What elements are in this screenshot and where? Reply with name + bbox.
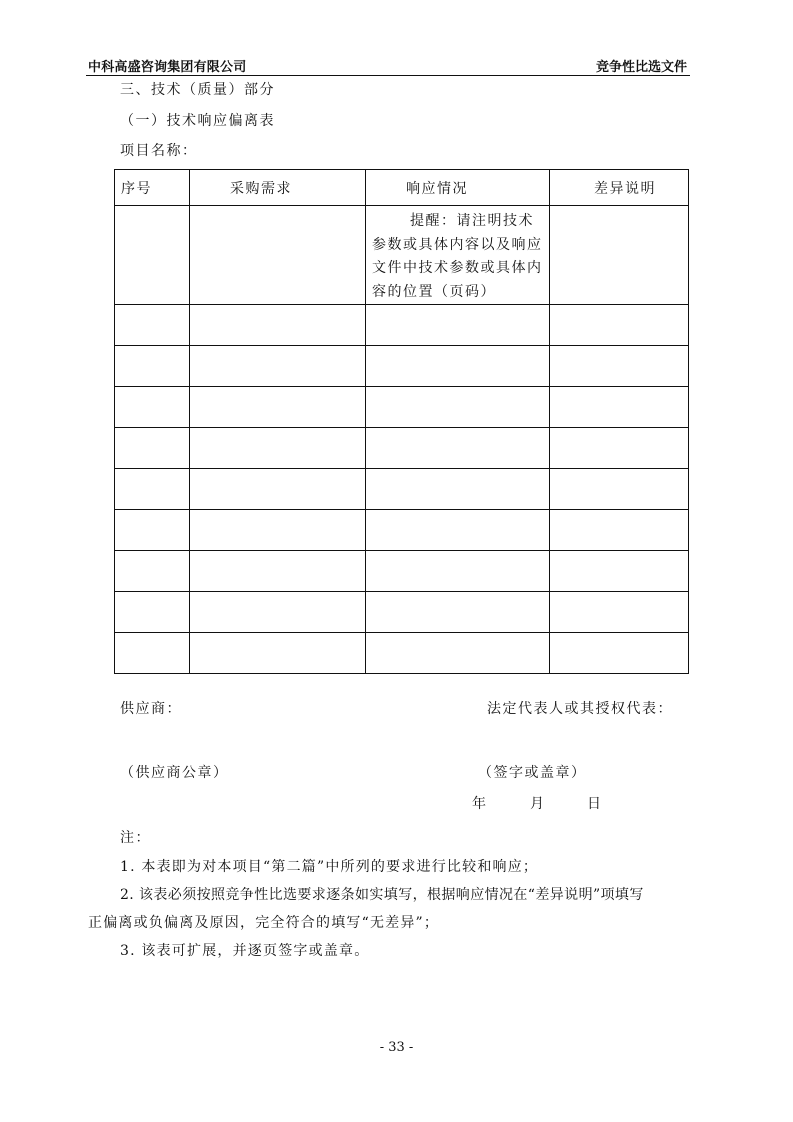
- hint-text: 提醒：请注明技术参数或具体内容以及响应文件中技术参数或具体内容的位置（页码）: [372, 213, 543, 300]
- table-cell: [550, 305, 689, 346]
- date-month: 月: [530, 796, 546, 812]
- table-cell: [190, 551, 366, 592]
- table-row: [115, 206, 689, 305]
- table-cell: [190, 469, 366, 510]
- table-cell: [190, 387, 366, 428]
- table-cell: [115, 206, 190, 305]
- table-cell: [115, 469, 190, 510]
- table-cell: [115, 510, 190, 551]
- table-row: [115, 551, 689, 592]
- note-2-line-2: 正偏离或负偏离及原因，完全符合的填写“无差异”；: [88, 915, 440, 931]
- date-day: 日: [587, 796, 603, 812]
- legal-rep-label: 法定代表人或其授权代表：: [487, 701, 673, 717]
- page-number: - 33 -: [379, 1040, 414, 1055]
- table-row: [115, 592, 689, 633]
- table-cell: [115, 633, 190, 674]
- table-cell: [190, 206, 366, 305]
- table-row: [115, 346, 689, 387]
- table-cell: [550, 510, 689, 551]
- table-cell: [366, 633, 550, 674]
- header-difference: 差异说明: [550, 170, 689, 206]
- table-row: [115, 305, 689, 346]
- date-year: 年: [472, 796, 488, 812]
- note-3: 3. 该表可扩展，并逐页签字或盖章。: [120, 943, 370, 959]
- table-cell: [190, 346, 366, 387]
- table-cell: [550, 469, 689, 510]
- table-cell: [550, 428, 689, 469]
- supplier-label: 供应商：: [120, 701, 182, 717]
- table-cell: [550, 592, 689, 633]
- header-response: 响应情况: [366, 170, 550, 206]
- table-cell: [190, 428, 366, 469]
- header-rule: [86, 75, 690, 76]
- table-cell: [366, 428, 550, 469]
- table-cell: [190, 633, 366, 674]
- notes-title: 注：: [120, 830, 151, 846]
- subsection-title: （一）技术响应偏离表: [120, 113, 275, 129]
- note-1: 1. 本表即为对本项目“第二篇”中所列的要求进行比较和响应；: [120, 859, 539, 875]
- header-doc-type: 竞争性比选文件: [596, 60, 688, 75]
- table-cell: [366, 592, 550, 633]
- table-row: [115, 428, 689, 469]
- table-cell: [190, 305, 366, 346]
- header-requirement: 采购需求: [190, 170, 366, 206]
- deviation-table: [114, 169, 689, 674]
- table-cell: [366, 551, 550, 592]
- table-cell: [550, 551, 689, 592]
- table-row: [115, 633, 689, 674]
- table-header-row: [115, 170, 689, 206]
- note-2-line-1: 2. 该表必须按照竞争性比选要求逐条如实填写，根据响应情况在“差异说明”项填写: [120, 887, 644, 903]
- table-cell: [550, 206, 689, 305]
- table-cell: [115, 387, 190, 428]
- table-row: [115, 510, 689, 551]
- section-title: 三、技术（质量）部分: [120, 82, 275, 98]
- header-seq: 序号: [115, 170, 190, 206]
- table-cell: [366, 510, 550, 551]
- table-cell: [366, 305, 550, 346]
- table-cell: [366, 206, 550, 305]
- supplier-seal-label: （供应商公章）: [120, 765, 229, 781]
- table-cell: [115, 428, 190, 469]
- table-cell: [115, 592, 190, 633]
- table-cell: [550, 346, 689, 387]
- project-name-label: 项目名称：: [120, 143, 198, 159]
- table-cell: [550, 633, 689, 674]
- table-cell: [190, 592, 366, 633]
- table-cell: [115, 551, 190, 592]
- table-row: [115, 469, 689, 510]
- table-cell: [115, 305, 190, 346]
- table-cell: [366, 387, 550, 428]
- header-company: 中科高盛咨询集团有限公司: [88, 60, 247, 75]
- table-cell: [366, 346, 550, 387]
- table-cell: [115, 346, 190, 387]
- table-cell: [550, 387, 689, 428]
- sign-or-seal-label: （签字或盖章）: [478, 765, 587, 781]
- table-cell: [366, 469, 550, 510]
- table-row: [115, 387, 689, 428]
- table-cell: [190, 510, 366, 551]
